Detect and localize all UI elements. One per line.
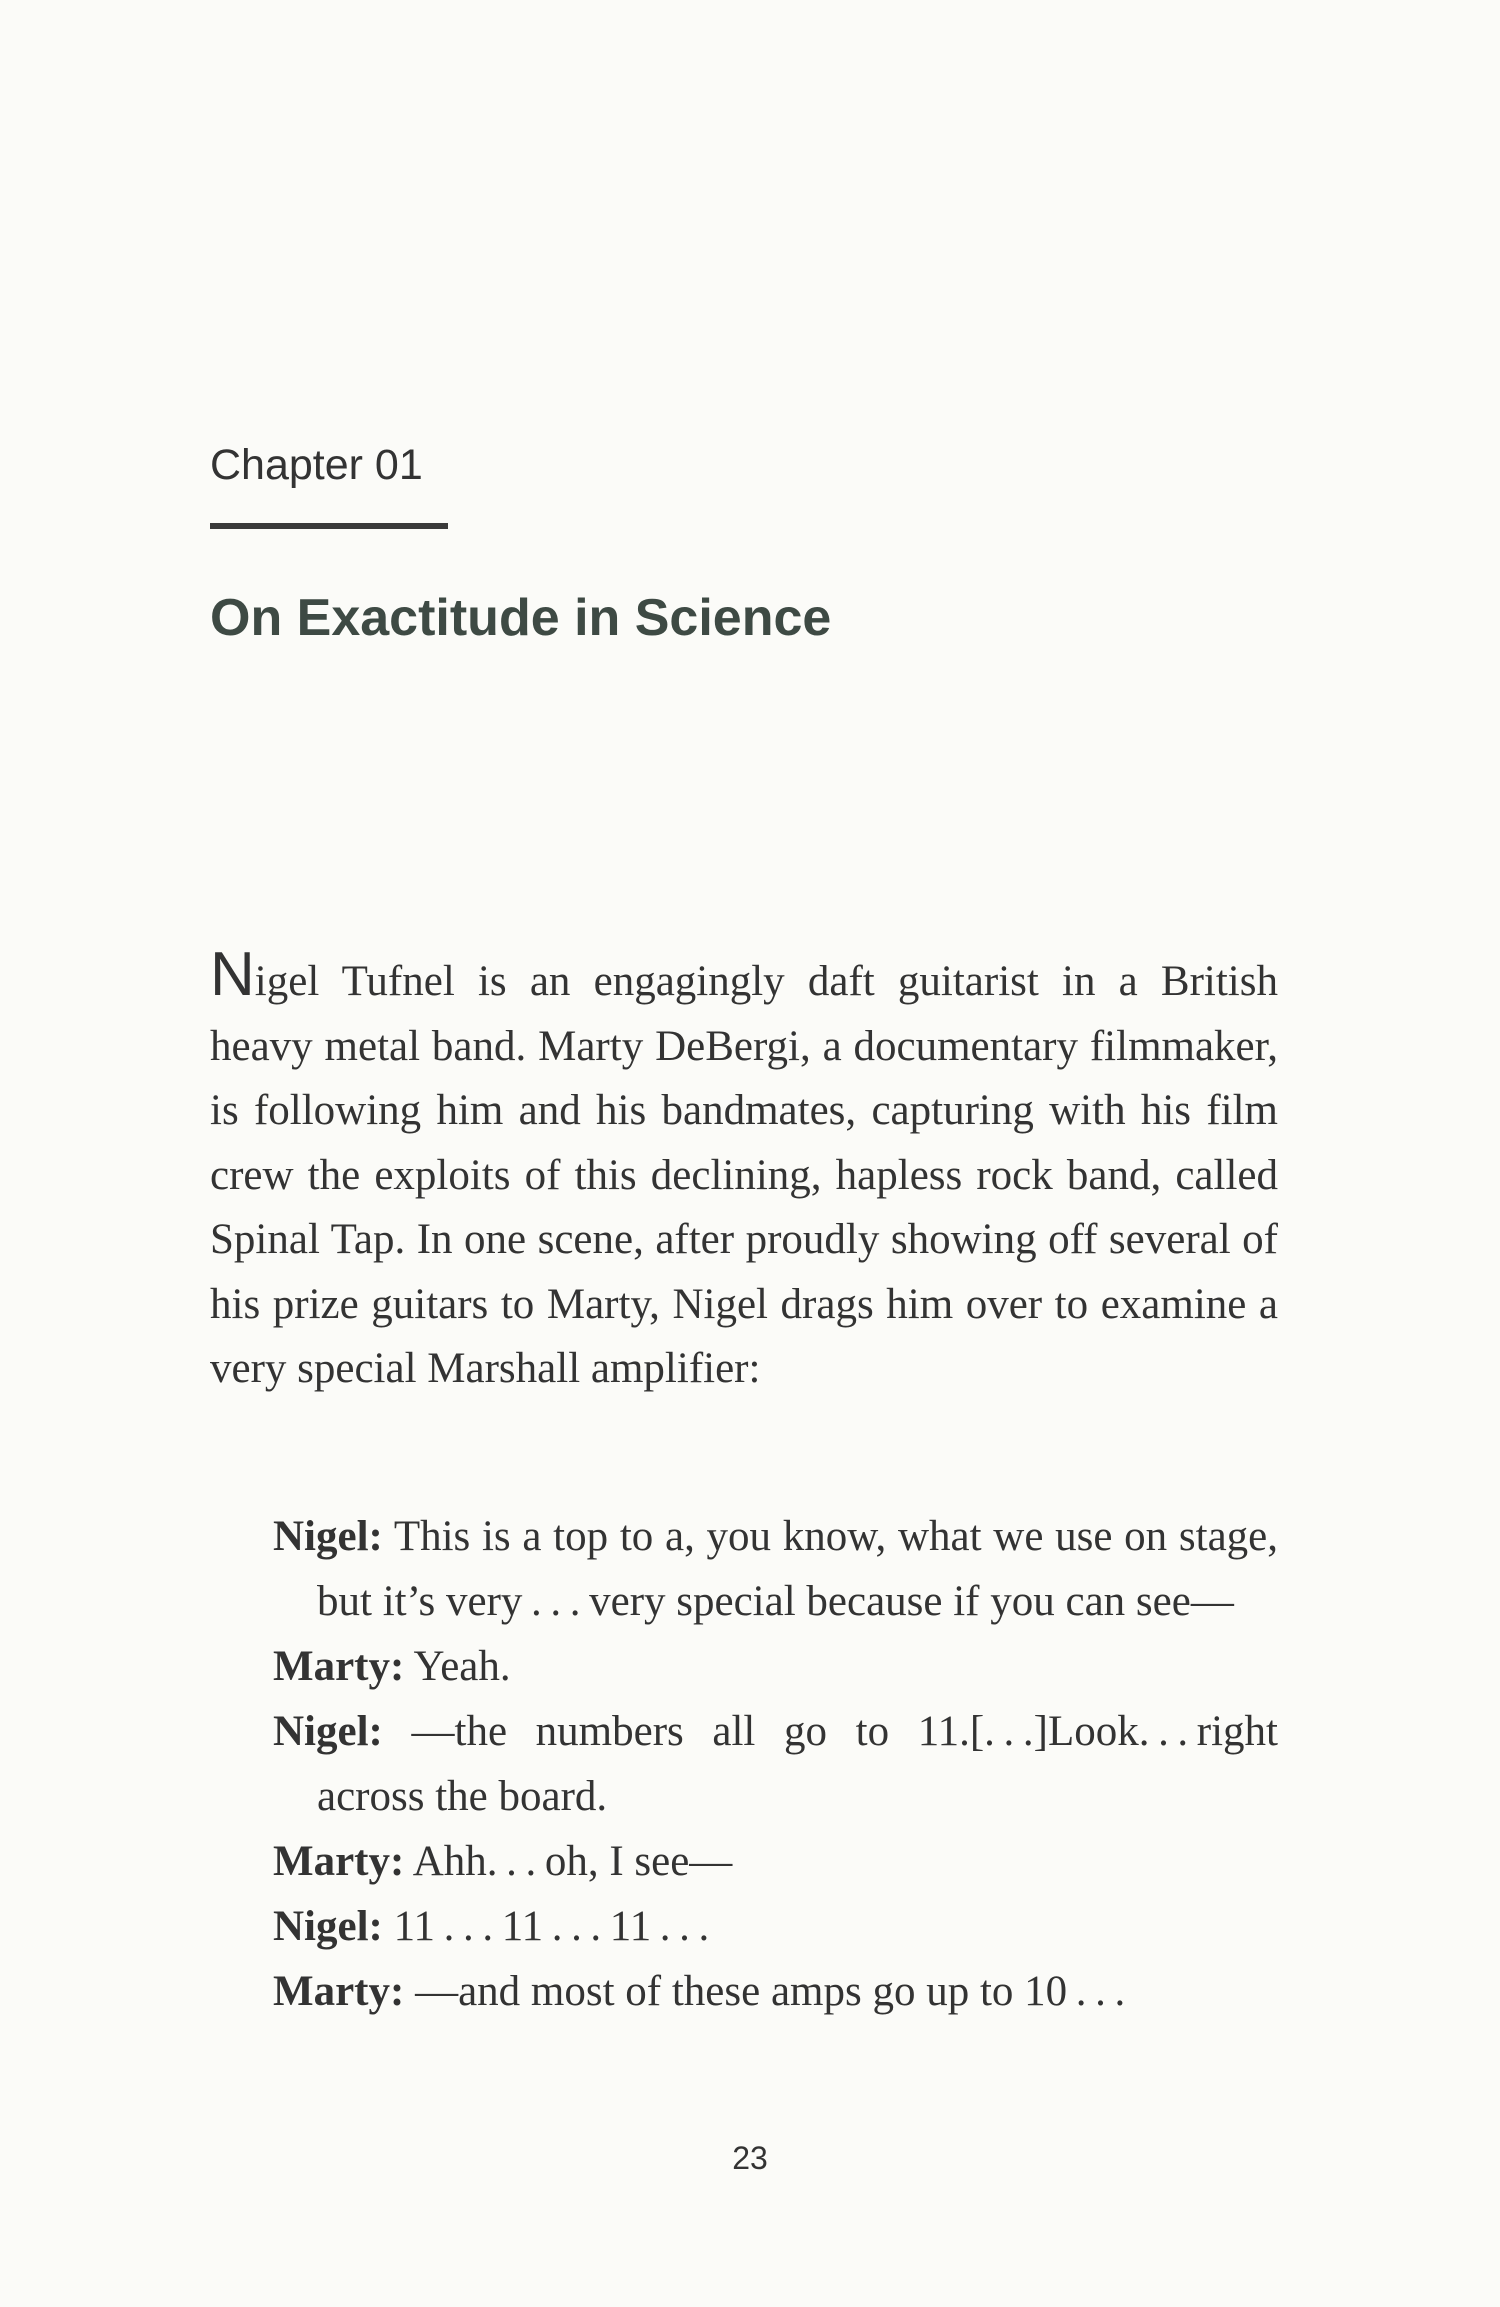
dialogue-line — [273, 1699, 1278, 1829]
dialogue-text: —the numbers all go to 11.[. . .]Look. . . right across the board. — [317, 1708, 1279, 1820]
chapter-label: Chapter 01 — [210, 441, 423, 489]
dialogue-text: Ahh. . . oh, I see— — [412, 1838, 733, 1885]
dialogue-text: —and most of these amps go up to 10 . . . — [415, 1968, 1126, 2015]
opening-paragraph — [210, 940, 1278, 1402]
dialogue-block — [273, 1504, 1278, 2024]
speaker-name: Nigel: — [273, 1708, 383, 1755]
paragraph-text: igel Tufnel is an engagingly daft guitarist in a British heavy metal band. Marty DeBergi, a documentary filmmaker, is following him and his bandmates, capturing with his film crew the exploits of this declining, hapless rock band, called Spinal Tap. In one scene, after proudly showing off several of his prize guitars to Marty, Nigel drags him over to examine a very special Marshall amplifier: — [210, 958, 1278, 1392]
dialogue-line — [273, 1504, 1278, 1634]
page-number: 23 — [732, 2140, 768, 2176]
speaker-name: Nigel: — [273, 1513, 383, 1560]
chapter-title: On Exactitude in Science — [210, 589, 832, 647]
speaker-name: Marty: — [273, 1643, 405, 1690]
dialogue-line — [273, 1829, 1278, 1894]
speaker-name: Marty: — [273, 1968, 405, 2015]
speaker-name: Nigel: — [273, 1903, 383, 1950]
dialogue-text: Yeah. — [413, 1643, 511, 1690]
dialogue-text: 11 . . . 11 . . . 11 . . . — [393, 1903, 710, 1950]
dialogue-line — [273, 1894, 1278, 1959]
drop-cap: N — [210, 940, 255, 1009]
dialogue-line — [273, 1634, 1278, 1699]
chapter-rule — [210, 523, 448, 529]
speaker-name: Marty: — [273, 1838, 405, 1885]
dialogue-text: This is a top to a, you know, what we use on stage, but it’s very . . . very special because if you can see— — [317, 1513, 1278, 1625]
dialogue-line — [273, 1959, 1278, 2024]
